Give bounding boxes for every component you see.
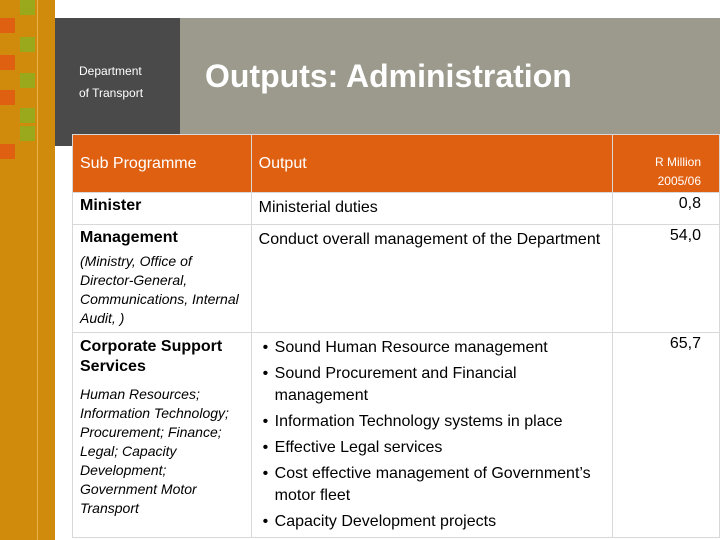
amount-cell xyxy=(613,225,720,333)
orange-square-decoration xyxy=(0,18,15,33)
programme-detail: Human Resources; Information Technology; Procurement; Finance; Legal; Capacity Development; Government Motor Transport xyxy=(80,386,229,516)
output-cell xyxy=(251,333,613,538)
header-sub-programme-label: Sub Programme xyxy=(80,155,197,172)
programme-cell xyxy=(73,333,252,538)
amount-cell xyxy=(613,193,720,225)
outputs-table xyxy=(72,134,720,538)
org-name-line1: Department xyxy=(79,64,142,78)
header-logo-panel xyxy=(55,18,180,146)
header-amount-unit: R Million xyxy=(654,155,701,169)
output-cell xyxy=(251,193,613,225)
table-row xyxy=(73,225,720,333)
green-square-decoration xyxy=(20,126,35,141)
amount-value: 54,0 xyxy=(669,227,701,244)
org-name-line2: of Transport xyxy=(79,86,144,100)
output-text: Conduct overall management of the Department xyxy=(258,231,601,248)
table-header-row xyxy=(73,135,720,193)
amount-value: 0,8 xyxy=(678,195,701,212)
programme-name: Management xyxy=(80,229,178,246)
amount-cell xyxy=(613,333,720,538)
table-row xyxy=(73,333,720,538)
output-bullet: • Cost effective management of Government’s motor fleet xyxy=(259,463,605,507)
output-text: Ministerial duties xyxy=(258,199,378,216)
header-output xyxy=(251,135,613,193)
header-amount-label xyxy=(613,135,719,191)
decorative-side-strip xyxy=(0,0,55,540)
output-bullet: • Effective Legal services xyxy=(259,437,605,459)
programme-name: Corporate Support Services xyxy=(80,338,223,375)
output-bullet: • Information Technology systems in place xyxy=(259,411,605,433)
programme-detail: (Ministry, Office of Director-General, Communications, Internal Audit, ) xyxy=(80,253,239,326)
amount-value: 65,7 xyxy=(669,335,701,352)
output-bullet: • Sound Human Resource management xyxy=(259,337,605,359)
orange-square-decoration xyxy=(0,55,15,70)
header-output-label: Output xyxy=(258,155,307,172)
green-square-decoration xyxy=(20,37,35,52)
output-bullet: • Capacity Development projects xyxy=(259,511,605,533)
output-cell xyxy=(251,225,613,333)
table-row xyxy=(73,193,720,225)
header-amount xyxy=(613,135,720,193)
orange-square-decoration xyxy=(0,144,15,159)
green-square-decoration xyxy=(20,108,35,123)
header-amount-year: 2005/06 xyxy=(657,174,701,188)
strip-divider-line xyxy=(37,0,38,540)
green-square-decoration xyxy=(20,0,35,15)
programme-name: Minister xyxy=(80,197,142,214)
slide-title: Outputs: Administration xyxy=(205,58,572,94)
programme-cell xyxy=(73,193,252,225)
output-bullet: • Sound Procurement and Financial management xyxy=(259,363,605,407)
programme-cell xyxy=(73,225,252,333)
green-square-decoration xyxy=(20,73,35,88)
header-sub-programme xyxy=(73,135,252,193)
orange-square-decoration xyxy=(0,90,15,105)
output-bullet-list xyxy=(259,337,605,533)
